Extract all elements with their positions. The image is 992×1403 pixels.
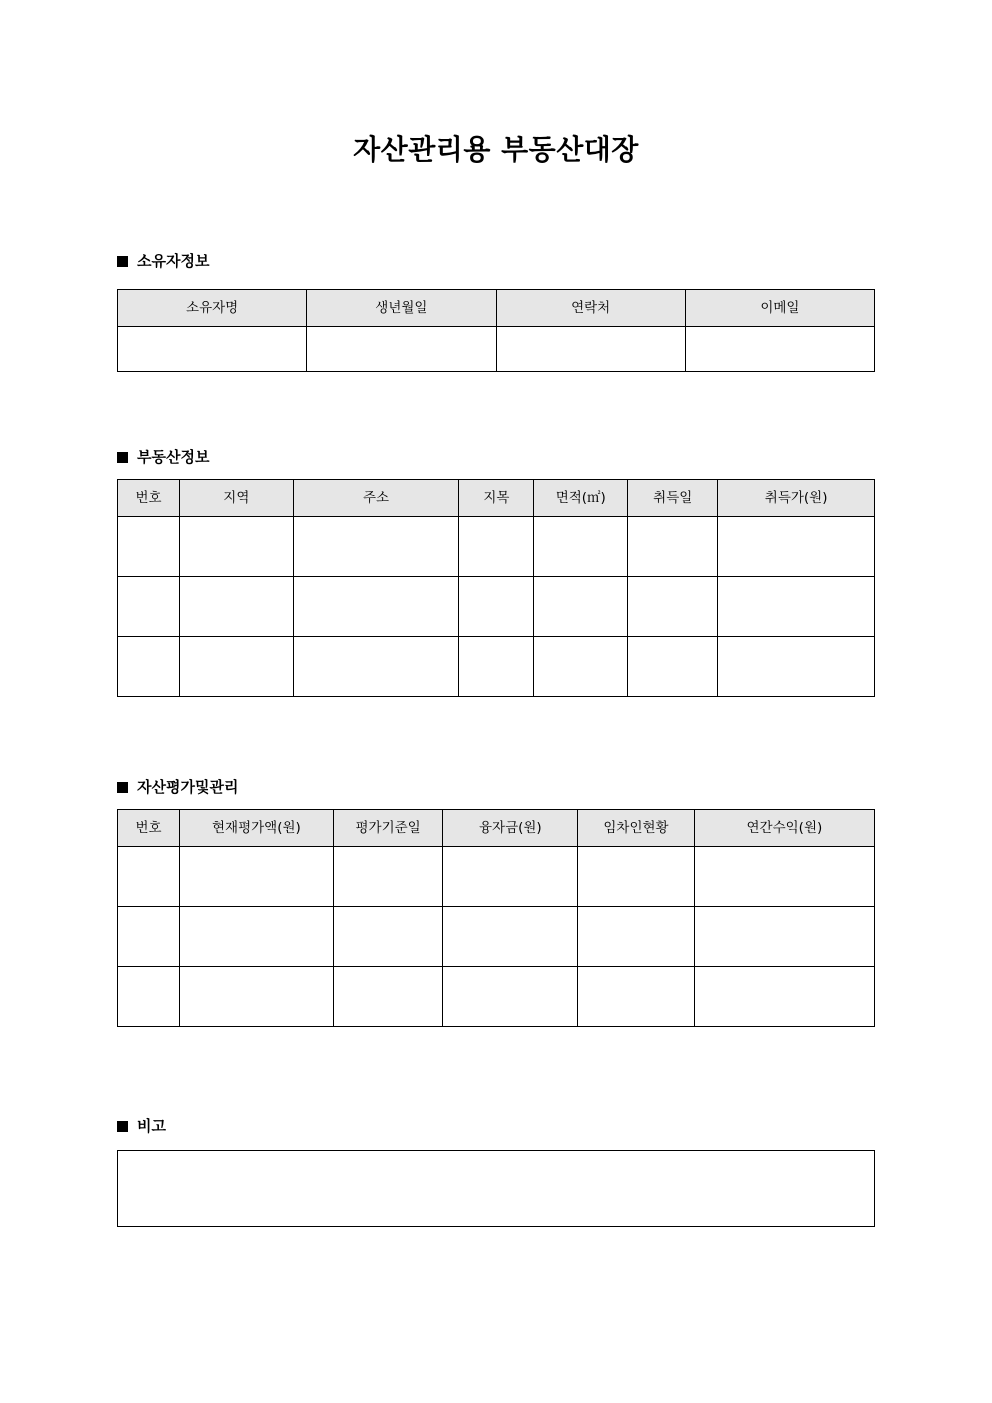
section-heading-owner-label: 소유자정보 [137,252,210,270]
cell-loan-amount[interactable] [443,907,578,967]
page-title: 자산관리용 부동산대장 [353,133,639,166]
table-row [118,327,875,372]
cell-valuation-date[interactable] [333,967,443,1027]
property-info-table [117,479,875,697]
column-header-area: 면적(㎡) [534,480,628,517]
column-header-annual-income: 연간수익(원) [694,810,874,847]
bullet-square-icon [117,782,128,793]
cell-annual-income[interactable] [694,907,874,967]
cell-tenant-status[interactable] [578,967,695,1027]
cell-number[interactable] [118,967,180,1027]
cell-owner-name[interactable] [118,327,307,372]
cell-number[interactable] [118,637,180,697]
cell-area[interactable] [534,577,628,637]
cell-loan-amount[interactable] [443,847,578,907]
cell-number[interactable] [118,847,180,907]
table-row [118,517,875,577]
section-heading-valuation-label: 자산평가및관리 [137,778,239,796]
column-header-email: 이메일 [685,290,874,327]
cell-region[interactable] [180,637,294,697]
column-header-contact: 연락처 [496,290,685,327]
cell-loan-amount[interactable] [443,967,578,1027]
cell-number[interactable] [118,517,180,577]
cell-number[interactable] [118,577,180,637]
cell-contact[interactable] [496,327,685,372]
cell-current-value[interactable] [180,967,334,1027]
valuation-info-table [117,809,875,1027]
column-header-valuation-date: 평가기준일 [333,810,443,847]
cell-land-category[interactable] [459,577,534,637]
bullet-square-icon [117,256,128,267]
table-header-row [118,480,875,517]
cell-land-category[interactable] [459,637,534,697]
cell-acquire-price[interactable] [718,517,875,577]
column-header-acquire-price: 취득가(원) [718,480,875,517]
cell-email[interactable] [685,327,874,372]
column-header-land-category: 지목 [459,480,534,517]
cell-tenant-status[interactable] [578,847,695,907]
section-heading-remarks [117,1117,166,1135]
cell-current-value[interactable] [180,907,334,967]
table-header-row [118,290,875,327]
remarks-box[interactable] [117,1150,875,1227]
section-heading-property [117,448,209,466]
column-header-loan-amount: 융자금(원) [443,810,578,847]
section-heading-valuation [117,778,238,796]
cell-annual-income[interactable] [694,967,874,1027]
column-header-number: 번호 [118,810,180,847]
table-row [118,637,875,697]
table-row [118,577,875,637]
cell-area[interactable] [534,517,628,577]
cell-address[interactable] [293,637,459,697]
owner-info-table [117,289,875,372]
cell-birthdate[interactable] [307,327,496,372]
section-heading-property-label: 부동산정보 [137,448,210,466]
column-header-acquire-date: 취득일 [628,480,718,517]
column-header-number: 번호 [118,480,180,517]
cell-acquire-date[interactable] [628,577,718,637]
column-header-current-value: 현재평가액(원) [180,810,334,847]
cell-region[interactable] [180,517,294,577]
bullet-square-icon [117,1121,128,1132]
cell-address[interactable] [293,577,459,637]
column-header-address: 주소 [293,480,459,517]
section-heading-remarks-label: 비고 [137,1117,166,1135]
cell-acquire-price[interactable] [718,577,875,637]
column-header-owner-name: 소유자명 [118,290,307,327]
cell-annual-income[interactable] [694,847,874,907]
remarks-text[interactable] [118,1151,874,1226]
cell-acquire-price[interactable] [718,637,875,697]
cell-number[interactable] [118,907,180,967]
cell-tenant-status[interactable] [578,907,695,967]
cell-address[interactable] [293,517,459,577]
cell-region[interactable] [180,577,294,637]
cell-current-value[interactable] [180,847,334,907]
column-header-birthdate: 생년월일 [307,290,496,327]
table-row [118,967,875,1027]
section-heading-owner [117,252,209,270]
cell-acquire-date[interactable] [628,517,718,577]
cell-land-category[interactable] [459,517,534,577]
table-header-row [118,810,875,847]
column-header-tenant-status: 임차인현황 [578,810,695,847]
cell-valuation-date[interactable] [333,907,443,967]
cell-area[interactable] [534,637,628,697]
table-row [118,847,875,907]
column-header-region: 지역 [180,480,294,517]
cell-valuation-date[interactable] [333,847,443,907]
bullet-square-icon [117,452,128,463]
table-row [118,907,875,967]
cell-acquire-date[interactable] [628,637,718,697]
